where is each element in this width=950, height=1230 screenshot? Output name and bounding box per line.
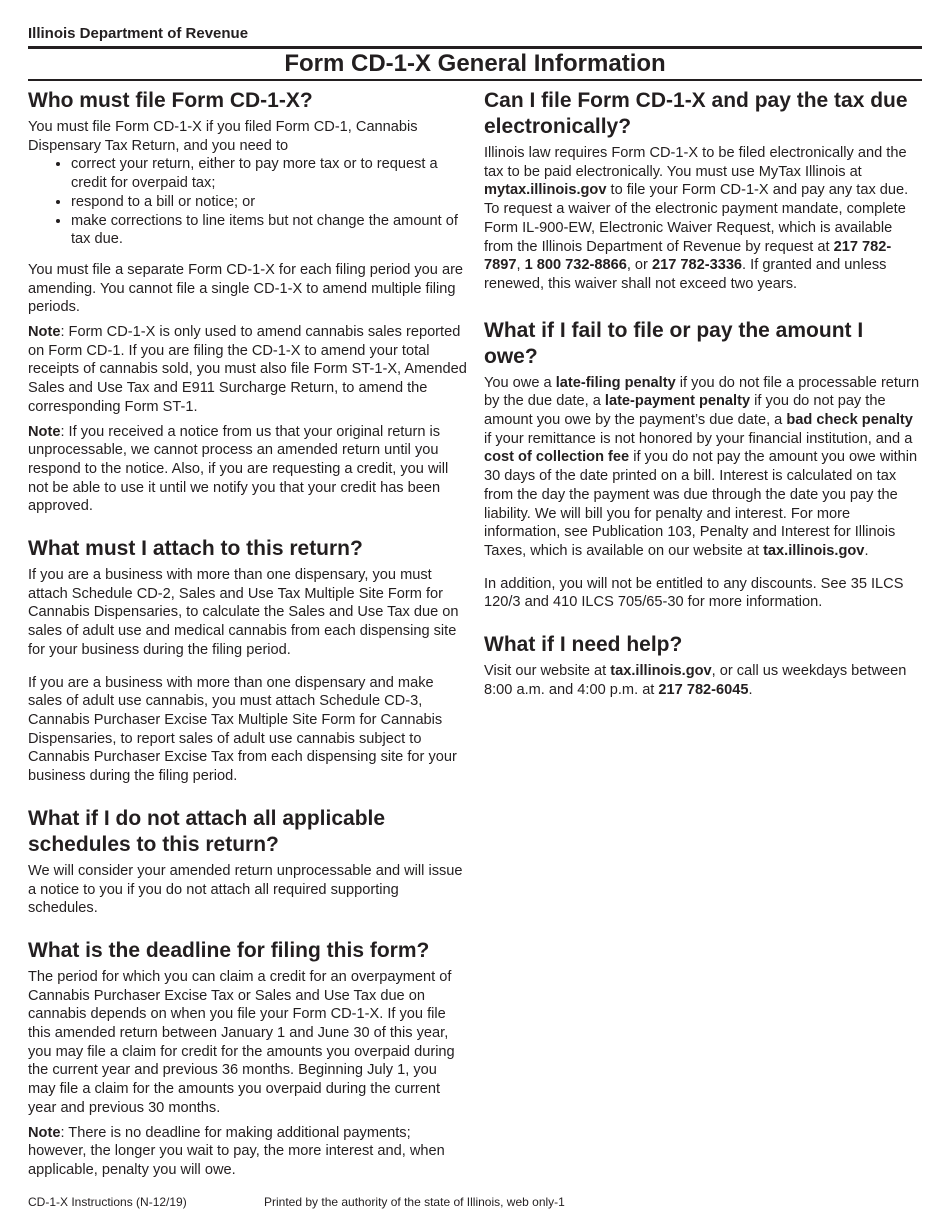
fail-section: [484, 318, 922, 612]
deadline-section: [28, 938, 468, 1180]
help-heading: What if I need help?: [484, 633, 683, 657]
header-rule-bottom: [28, 79, 922, 81]
note-no-deadline: [28, 1124, 468, 1180]
text-run: Illinois law requires Form CD-1-X to be filed electronically and the tax to be paid electronically. You must use MyTax Illinois at: [484, 145, 907, 180]
help-paragraph: [484, 662, 922, 699]
note-unprocessable: [28, 423, 468, 517]
footer-printed-by: Printed by the authority of the state of Illinois, web only-1: [264, 1195, 565, 1209]
list-item: • respond to a bill or notice; or: [71, 193, 468, 212]
text-run: Visit our website at: [484, 663, 611, 680]
electronic-paragraph: [484, 144, 922, 294]
text-run: , or call us weekdays between 8:00 a.m. and 4:00 p.m. at: [484, 663, 907, 698]
deadline-heading: What is the deadline for filing this form?: [28, 938, 430, 962]
not-attach-section: [28, 806, 468, 918]
phone-number: 217 782-3336: [651, 257, 743, 274]
text-run: ,: [516, 257, 525, 274]
tax-website-link[interactable]: tax.illinois.gov: [610, 663, 712, 680]
attach-heading: What must I attach to this return?: [28, 537, 363, 561]
help-section: [484, 632, 922, 699]
attach-section: [28, 536, 468, 786]
footer-form-id: CD-1-X Instructions (N-12/19): [28, 1195, 187, 1209]
list-item: • correct your return, either to pay more tax or to request a credit for overpaid tax;: [71, 155, 468, 192]
penalty-term: late-payment penalty: [604, 393, 751, 410]
note-label: Note: [28, 1124, 61, 1141]
text-run: . If granted and unless renewed, this waiver shall not exceed two years.: [484, 257, 887, 292]
right-column: [484, 88, 922, 705]
tax-website-link[interactable]: tax.illinois.gov: [763, 542, 865, 559]
who-must-file-section: [28, 88, 468, 516]
document-page: [28, 0, 922, 1230]
penalty-term: late-filing penalty: [555, 374, 676, 391]
who-must-file-intro: You must file Form CD-1-X if you filed Form CD-1, Cannabis Dispensary Tax Return, and you need to: [28, 119, 418, 154]
penalty-term: cost of collection fee: [484, 449, 630, 466]
deadline-paragraph: The period for which you can claim a credit for an overpayment of Cannabis Purchaser Excise Tax or Sales and Use Tax due on cannabis depends on when you file your Form CD-1-X. If you file this amended return between January 1 and June 30 of this year, you may file a claim for credit for the amounts you overpaid during the current year and previous 36 months. Beginning July 1, you may file a claim for the amounts you overpaid during the current year and previous 30 months.: [28, 968, 455, 1116]
page-title: Form CD-1-X General Information: [284, 50, 666, 77]
mytax-link[interactable]: mytax.illinois.gov: [484, 182, 607, 199]
text-run: if you do not file a processable return by the due date, a: [484, 374, 920, 410]
list-item: • make corrections to line items but not change the amount of tax due.: [71, 212, 468, 249]
text-run: .: [864, 542, 869, 559]
note-label: Note: [28, 324, 61, 341]
text-run: if you do not pay the amount you owe within 30 days of the date printed on a bill. Interest is calculated on tax from the day the payment was due through the date you pay the liability. We will bill you for penalty and interest. For more information, see Publication 103, Penalty and Interest for Illinois Taxes, which is available on our website at: [484, 449, 918, 559]
note-amend-sales: [28, 323, 468, 417]
electronic-heading: Can I file Form CD-1-X and pay the tax due electronically?: [484, 89, 908, 138]
who-must-file-heading: Who must file Form CD-1-X?: [28, 89, 313, 112]
not-attach-heading: What if I do not attach all applicable schedules to this return?: [28, 806, 386, 856]
text-run: , or: [626, 257, 652, 274]
separate-form-paragraph: You must file a separate Form CD-1-X for each filing period you are amending. You cannot file a single CD-1-X to amend multiple filing periods.: [28, 261, 464, 316]
note-label: Note: [28, 423, 61, 440]
discounts-paragraph: In addition, you will not be entitled to any discounts. See 35 ILCS 120/3 and 410 ILCS 705/65-30 for more information.: [484, 575, 904, 611]
text-run: .: [748, 681, 753, 698]
left-column: [28, 88, 468, 1186]
note-text: : There is no deadline for making additional payments; however, the longer you wait to pay, the more interest and, when applicable, penalty you will owe.: [28, 1124, 445, 1178]
penalty-paragraph: [484, 374, 922, 561]
text-run: if you do not pay the amount you owe by the payment’s due date, a: [484, 393, 886, 429]
not-attach-paragraph: We will consider your amended return unprocessable and will issue a notice to you if you do not attach all required supporting schedules.: [28, 862, 463, 917]
attach-schedule-cd2: If you are a business with more than one dispensary, you must attach Schedule CD-2, Sales and Use Tax Multiple Site Form for Cannabis Dispensaries, to calculate the Sales and Use Tax due on sales of adult use and medical cannabis from each dispensing site for your business during the filing period.: [28, 567, 459, 658]
electronic-section: [484, 88, 922, 294]
fail-heading: What if I fail to file or pay the amount I owe?: [484, 318, 864, 368]
text-run: to file your Form CD-1-X and pay any tax due. To request a waiver of the electronic payment mandate, complete Form IL-900-EW, Electronic Waiver Request, which is available from the Illinois Department of Revenue by request at: [484, 182, 909, 255]
attach-schedule-cd3: If you are a business with more than one dispensary and make sales of adult use cannabis, you must attach Schedule CD-3, Cannabis Purchaser Excise Tax Multiple Site Form for Cannabis Dispensaries, to report sales of adult use cannabis subject to Cannabis Purchaser Excise Tax from each dispensing site for your business during the filing period.: [28, 674, 457, 785]
phone-number: 217 782-6045: [658, 681, 749, 698]
text-run: if your remittance is not honored by your financial institution, and a: [484, 430, 913, 447]
text-run: You owe a: [484, 374, 556, 391]
note-text: : Form CD-1-X is only used to amend cannabis sales reported on Form CD-1. If you are filing the CD-1-X to amend your total receipts of cannabis sold, you must also file Form ST-1-X, Amended Sales and Use Tax and E911 Surcharge Return, to amend the corresponding Form ST-1.: [28, 324, 467, 415]
penalty-term: bad check penalty: [786, 412, 913, 429]
agency-name: Illinois Department of Revenue: [28, 25, 249, 42]
note-text: : If you received a notice from us that your original return is unprocessable, we cannot process an amended return until you respond to the notice. Also, if you are requesting a credit, you will not be able to use it until we notify you that your credit has been approved.: [28, 423, 449, 515]
phone-number: 1 800 732-8866: [524, 257, 627, 274]
phone-number: 217 782-7897: [484, 238, 892, 274]
who-must-file-list: [28, 155, 468, 249]
